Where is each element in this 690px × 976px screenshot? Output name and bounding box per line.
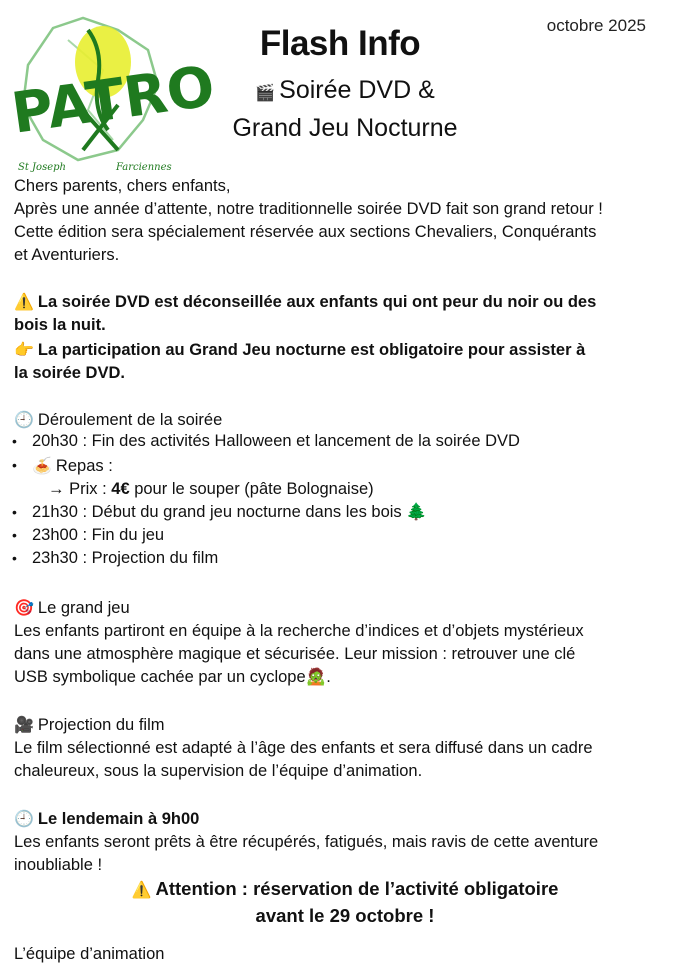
schedule-item-meal: • 🍝 Repas : — [32, 456, 113, 476]
nextday-line1: Les enfants seront prêts à être récupérés, fatigués, mais ravis de cette aventure — [14, 833, 599, 851]
clapperboard-icon: 🎬 — [255, 85, 276, 102]
game-line3: USB symbolique cachée par un cyclope🧟. — [14, 668, 331, 686]
greeting: Chers parents, chers enfants, — [14, 177, 231, 195]
schedule-heading: 🕘 Déroulement de la soirée — [14, 411, 223, 429]
tree-icon: 🌲 — [406, 503, 427, 521]
page-title: Flash Info — [259, 24, 421, 63]
participation-notice: 👉 La participation au Grand Jeu nocturne est obligatoire pour assister à — [14, 341, 586, 359]
clock-icon: 🕘 — [14, 412, 34, 429]
warning-icon: ⚠️ — [131, 882, 152, 899]
meal-price: → Prix : 4€ pour le souper (pâte Bolognaise) — [48, 480, 374, 498]
pointing-hand-icon: 👉 — [14, 342, 34, 359]
game-line2: dans une atmosphère magique et sécurisée. Leur mission : retrouver une clé — [14, 645, 576, 663]
zombie-icon: 🧟 — [305, 668, 327, 686]
subtitle-line2: Grand Jeu Nocturne — [232, 114, 458, 142]
price-value: 4€ — [111, 480, 130, 498]
film-heading: 🎥 Projection du film — [14, 716, 165, 734]
logo-caption-right: Farciennes — [116, 162, 172, 173]
logo-letters: PATRO — [7, 53, 219, 147]
issue-date: octobre 2025 — [546, 16, 646, 35]
subtitle-line1: 🎬 Soirée DVD & — [255, 76, 435, 104]
attention-line2: avant le 29 octobre ! — [255, 905, 435, 926]
target-icon: 🎯 — [14, 600, 34, 617]
movie-camera-icon: 🎥 — [14, 717, 34, 734]
clock-icon: 🕘 — [14, 811, 34, 828]
game-line1: Les enfants partiront en équipe à la recherche d’indices et d’objets mystérieux — [14, 622, 584, 640]
nextday-heading: 🕘 Le lendemain à 9h00 — [14, 810, 200, 828]
schedule-item: • 23h00 : Fin du jeu — [32, 526, 164, 545]
signature: L’équipe d’animation — [14, 945, 165, 963]
intro-line2: Cette édition sera spécialement réservée aux sections Chevaliers, Conquérants — [14, 223, 597, 241]
attention-line1: ⚠️ Attention : réservation de l’activité obligatoire — [131, 878, 559, 899]
schedule-item: • 23h30 : Projection du film — [32, 549, 218, 568]
game-heading: 🎯 Le grand jeu — [14, 599, 130, 617]
film-line2: chaleureux, sous la supervision de l’équipe d’animation. — [14, 762, 423, 780]
participation-notice-cont: la soirée DVD. — [14, 364, 125, 382]
spaghetti-icon: 🍝 — [32, 458, 52, 475]
warning-icon: ⚠️ — [14, 294, 34, 311]
intro-line3: et Aventuriers. — [14, 246, 120, 264]
warning-dark: ⚠️ La soirée DVD est déconseillée aux enfants qui ont peur du noir ou des — [14, 293, 597, 311]
schedule-item: • 20h30 : Fin des activités Halloween et lancement de la soirée DVD — [32, 432, 520, 451]
nextday-line2: inoubliable ! — [14, 856, 103, 874]
schedule-item: • 21h30 : Début du grand jeu nocturne dans les bois 🌲 — [32, 503, 427, 522]
warning-dark-cont: bois la nuit. — [14, 316, 106, 334]
film-line1: Le film sélectionné est adapté à l’âge des enfants et sera diffusé dans un cadre — [14, 739, 593, 757]
logo-caption-left: St Joseph — [18, 162, 66, 173]
intro-line1: Après une année d’attente, notre traditionnelle soirée DVD fait son grand retour ! — [14, 200, 603, 218]
